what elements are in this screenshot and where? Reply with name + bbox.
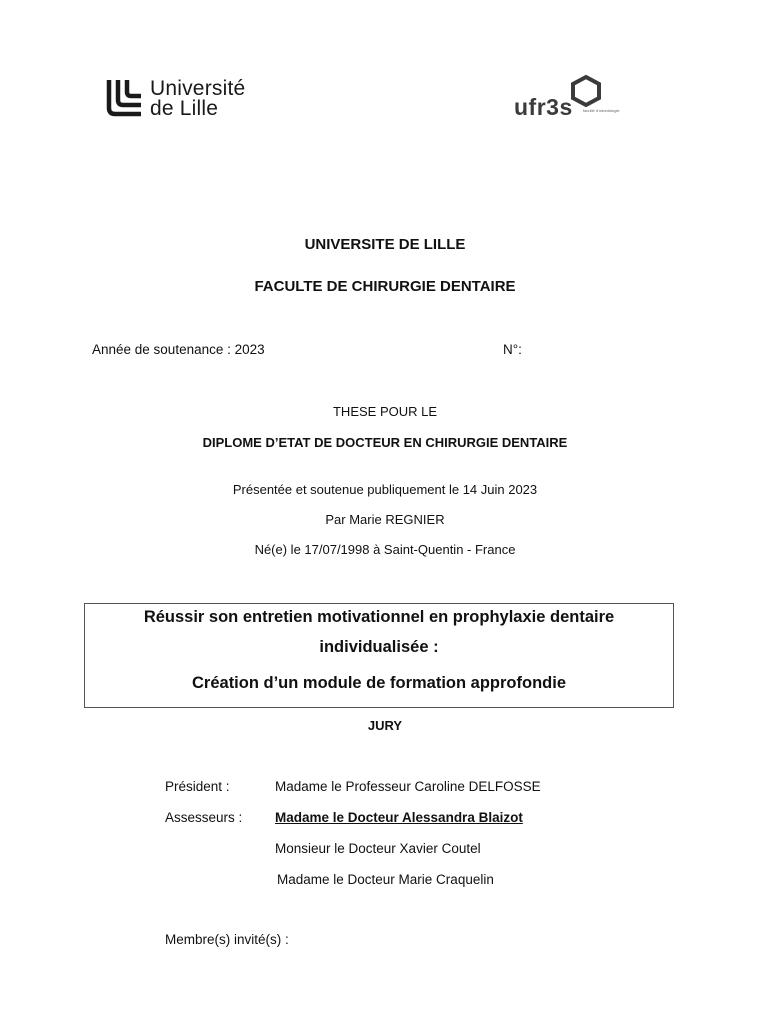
- ufr3s-logo: [512, 74, 622, 124]
- invited-members-label: Membre(s) invité(s) :: [165, 932, 289, 947]
- assessor-name: Madame le Docteur Alessandra Blaizot: [275, 810, 523, 825]
- university-heading: UNIVERSITE DE LILLE: [304, 236, 466, 253]
- presented-line: Présentée et soutenue publiquement le 14 Juin 2023: [232, 482, 538, 497]
- universite-de-lille-logo: [105, 76, 265, 122]
- lille-logo-line1: Université: [150, 77, 246, 100]
- thesis-subtitle: Création d’un module de formation approfondie: [192, 674, 566, 692]
- thesis-title-box: [84, 603, 674, 708]
- author-line: Par Marie REGNIER: [325, 512, 445, 527]
- thesis-for-line: THESE POUR LE: [332, 404, 438, 419]
- thesis-title-line2: individualisée :: [319, 638, 439, 656]
- jury-heading: JURY: [367, 718, 403, 733]
- thesis-number: N°:: [503, 342, 522, 357]
- defense-year: Année de soutenance : 2023: [92, 342, 265, 357]
- ufr-logo-small-text: faculté d'odontologie: [583, 108, 620, 113]
- president-label: Président :: [165, 779, 230, 794]
- assessor-name: Madame le Docteur Marie Craquelin: [277, 872, 494, 887]
- hexagon-icon: [568, 74, 604, 108]
- ufr-logo-text: ufr3s: [514, 94, 573, 120]
- assessors-label: Assesseurs :: [165, 810, 243, 825]
- faculty-heading: FACULTE DE CHIRURGIE DENTAIRE: [254, 278, 516, 295]
- lille-logo-line2: de Lille: [150, 97, 219, 120]
- president-name: Madame le Professeur Caroline DELFOSSE: [275, 779, 541, 794]
- birth-line: Né(e) le 17/07/1998 à Saint-Quentin - France: [254, 542, 516, 557]
- lille-mark-icon: [105, 78, 145, 118]
- thesis-title-line1: Réussir son entretien motivationnel en prophylaxie dentaire: [143, 608, 615, 626]
- assessor-name: Monsieur le Docteur Xavier Coutel: [275, 841, 481, 856]
- diploma-line: DIPLOME D’ETAT DE DOCTEUR EN CHIRURGIE DENTAIRE: [202, 435, 568, 450]
